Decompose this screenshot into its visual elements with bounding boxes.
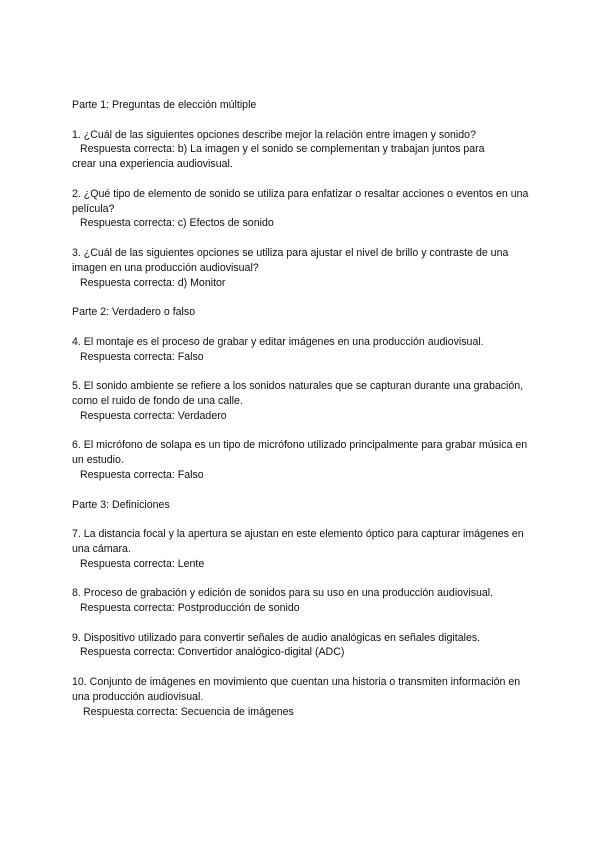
document-page <box>72 98 532 734</box>
question-answer: Respuesta correcta: Secuencia de imágenes <box>83 705 294 718</box>
question-text: 6. El micrófono de solapa es un tipo de micrófono utilizado principalmente para grabar música en un estudio. <box>72 439 528 467</box>
question-answer: Respuesta correcta: Postproducción de sonido <box>80 602 300 615</box>
question-answer: Respuesta correcta: Verdadero <box>80 409 227 422</box>
section-title-part-3: Parte 3: Definiciones <box>72 498 170 511</box>
question-text: 10. Conjunto de imágenes en movimiento que cuentan una historia o transmiten información en una producción audiovisual. <box>72 676 521 703</box>
question-answer: Respuesta correcta: Falso <box>80 350 204 363</box>
question-4 <box>72 335 532 365</box>
question-text: 1. ¿Cuál de las siguientes opciones describe mejor la relación entre imagen y sonido? <box>72 128 476 141</box>
question-text: 3. ¿Cuál de las siguientes opciones se utiliza para ajustar el nivel de brillo y contraste de una imagen en una producción audiovisual? <box>72 246 509 274</box>
question-answer: Respuesta correcta: Convertidor analógico-digital (ADC) <box>80 646 345 659</box>
question-text: 2. ¿Qué tipo de elemento de sonido se utiliza para enfatizar o resaltar acciones o eventos en una película? <box>72 187 529 215</box>
question-answer: Respuesta correcta: b) La imagen y el sonido se complementan y trabajan juntos para <box>80 143 485 156</box>
question-text: 4. El montaje es el proceso de grabar y editar imágenes en una producción audiovisual. <box>72 335 484 348</box>
question-answer-continuation: crear una experiencia audiovisual. <box>72 158 233 171</box>
question-9 <box>72 631 532 661</box>
question-text: 5. El sonido ambiente se refiere a los sonidos naturales que se capturan durante una grabación, como el ruido de fondo de una calle. <box>72 380 524 407</box>
question-5 <box>72 379 532 423</box>
question-6 <box>72 438 532 482</box>
question-answer: Respuesta correcta: c) Efectos de sonido <box>80 217 274 230</box>
section-title-part-1: Parte 1: Preguntas de elección múltiple <box>72 99 257 111</box>
question-text: 9. Dispositivo utilizado para convertir señales de audio analógicas en señales digitales. <box>72 631 481 644</box>
question-10 <box>72 675 532 719</box>
question-answer: Respuesta correcta: d) Monitor <box>80 276 226 289</box>
question-1 <box>72 128 532 172</box>
question-3 <box>72 246 532 290</box>
question-text: 8. Proceso de grabación y edición de sonidos para su uso en una producción audiovisual. <box>72 587 494 600</box>
question-text: 7. La distancia focal y la apertura se ajustan en este elemento óptico para capturar imágenes en una cámara. <box>72 528 524 555</box>
question-7 <box>72 527 532 571</box>
section-title-part-2: Parte 2: Verdadero o falso <box>72 306 196 319</box>
question-answer: Respuesta correcta: Falso <box>80 468 204 481</box>
question-2 <box>72 187 532 231</box>
question-answer: Respuesta correcta: Lente <box>80 557 205 570</box>
question-8 <box>72 586 532 616</box>
